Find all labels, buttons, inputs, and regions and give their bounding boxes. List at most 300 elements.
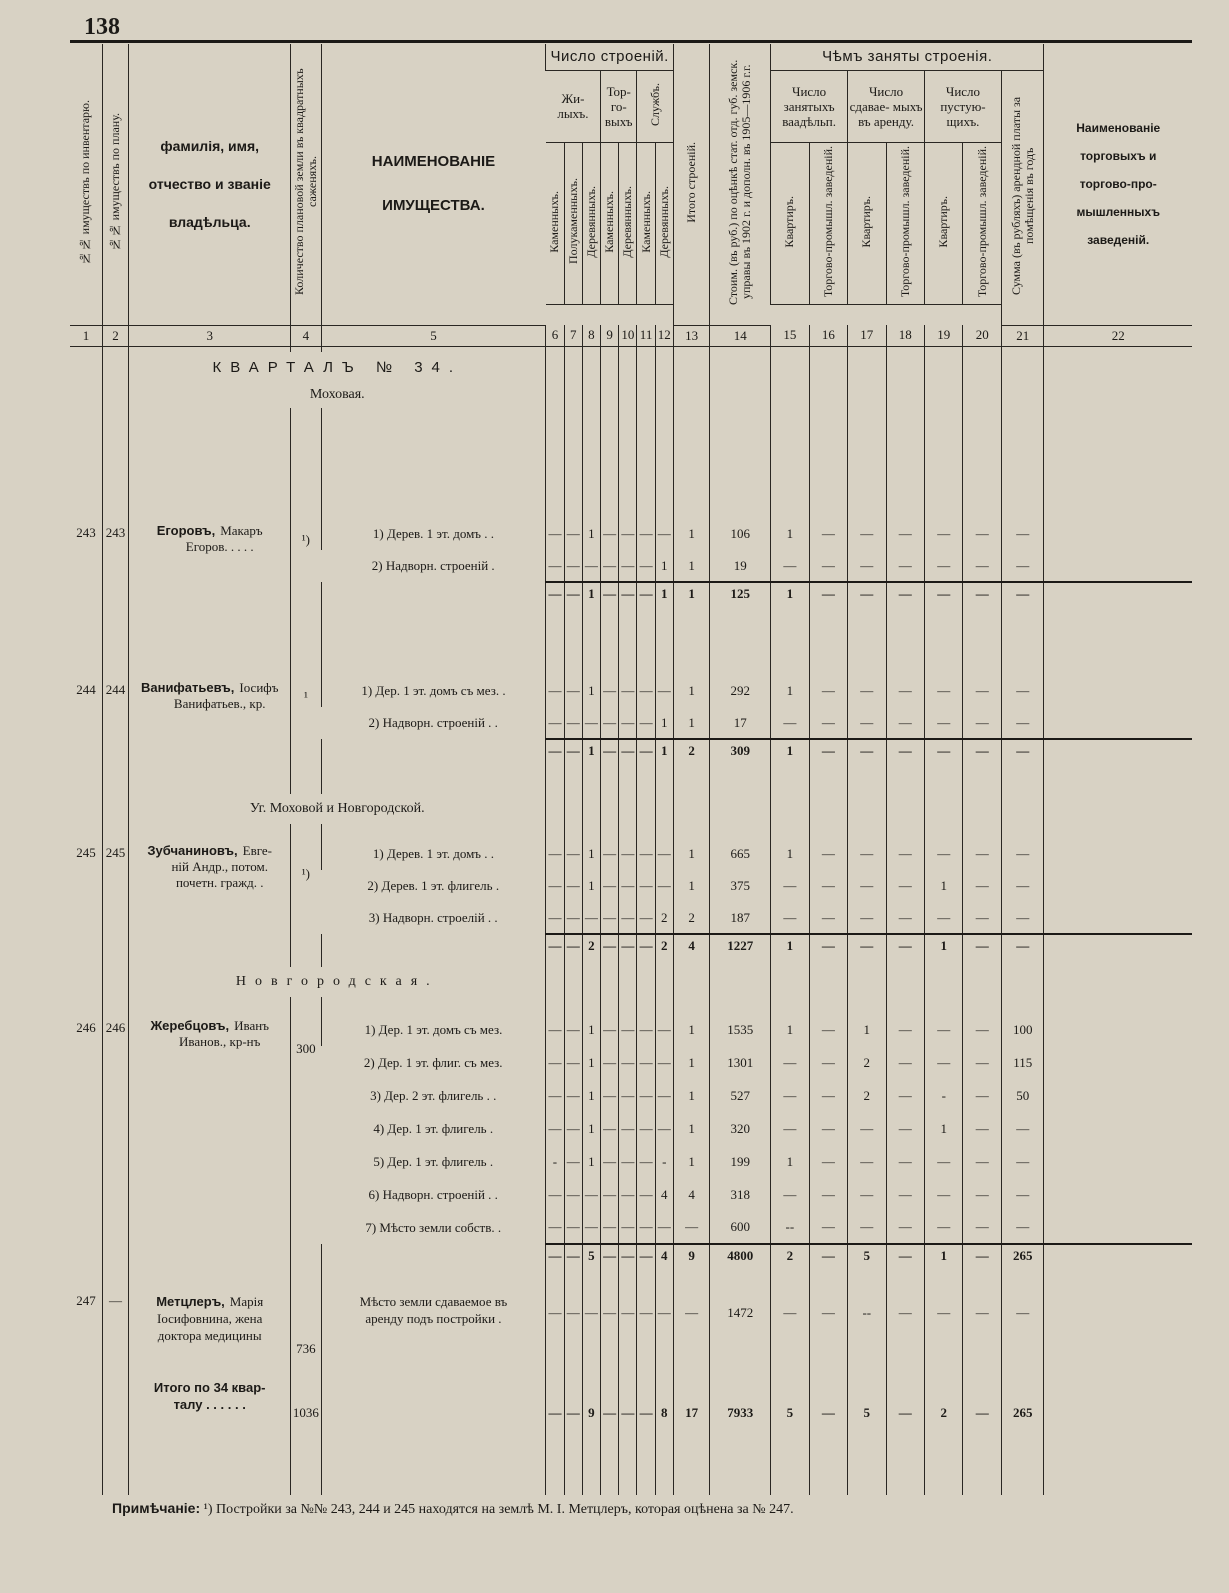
- spacer-row: [70, 824, 1192, 838]
- owner-given-name: Иванъ: [234, 1018, 269, 1033]
- cell-c12: —: [655, 1046, 673, 1079]
- cell-c16: —: [809, 870, 847, 902]
- cell-c11: —: [637, 1371, 655, 1421]
- cell-c10: —: [619, 518, 637, 550]
- trade-header: Тор- го- выхъ: [601, 70, 637, 143]
- col-total-buildings-header: Итого строеній.: [673, 44, 709, 325]
- plan-number: 245: [102, 838, 128, 934]
- quarter-total-label-line: Итого по 34 квар-: [153, 1380, 266, 1395]
- cell-c18: —: [886, 707, 924, 739]
- cell-c8: —: [582, 1211, 600, 1244]
- cell-c20: —: [963, 675, 1001, 707]
- property-row: [70, 1013, 1192, 1046]
- cell-c12: 2: [655, 934, 673, 957]
- cell-c15: —: [771, 1178, 809, 1211]
- cell-c21: 115: [1001, 1046, 1044, 1079]
- cell-c14: 527: [710, 1079, 771, 1112]
- land-area: 736: [291, 1293, 321, 1363]
- cell-c20: —: [963, 870, 1001, 902]
- cell-c12: —: [655, 675, 673, 707]
- cell-c10: —: [619, 582, 637, 605]
- spacer-row: [70, 957, 1192, 967]
- cell-c10: —: [619, 1112, 637, 1145]
- cell-c14: 1472: [710, 1293, 771, 1363]
- cell-c8: 1: [582, 675, 600, 707]
- cell-c21: —: [1001, 1178, 1044, 1211]
- cell-c18: —: [886, 1244, 924, 1267]
- cell-c11: —: [637, 707, 655, 739]
- cell-c8: 1: [582, 1013, 600, 1046]
- cell-c15: 1: [771, 1145, 809, 1178]
- cell-c9: —: [601, 707, 619, 739]
- property-name: 6) Надворн. строеній . .: [368, 1186, 498, 1202]
- cell-c11: —: [637, 1244, 655, 1267]
- cell-c13: 9: [673, 1244, 709, 1267]
- cell-c13: 1: [673, 707, 709, 739]
- cell-c14: 320: [710, 1112, 771, 1145]
- cell-c11: —: [637, 838, 655, 870]
- empty-header: Число пустую- щихъ.: [925, 70, 1002, 143]
- cell-c8: 9: [582, 1371, 600, 1421]
- cell-c15: 1: [771, 934, 809, 957]
- cell-c8: —: [582, 902, 600, 934]
- cell-c17: —: [848, 1112, 886, 1145]
- col-plan-number-header: №№ имуществъ по плану.: [102, 44, 128, 325]
- cell-c20: —: [963, 1079, 1001, 1112]
- cell-c6: —: [546, 902, 564, 934]
- cell-c12: 1: [655, 707, 673, 739]
- owner-detail: Егоров. . . . .: [185, 539, 254, 554]
- cell-c13: 2: [673, 739, 709, 762]
- cell-c16: —: [809, 1145, 847, 1178]
- col-property-header: НАИМЕНОВАНІЕ ИМУЩЕСТВА.: [321, 44, 546, 325]
- cell-c15: 1: [771, 675, 809, 707]
- cell-c13: —: [673, 1293, 709, 1363]
- spacer-row: [70, 1267, 1192, 1293]
- cell-c12: —: [655, 518, 673, 550]
- cell-c14: 375: [710, 870, 771, 902]
- cell-c18: —: [886, 1013, 924, 1046]
- property-name: 3) Надворн. строелій . .: [368, 910, 498, 925]
- cell-c15: —: [771, 550, 809, 582]
- residential-header: Жи- лыхъ.: [546, 70, 601, 143]
- cell-c15: —: [771, 1046, 809, 1079]
- cell-c13: 2: [673, 902, 709, 934]
- cell-c17: —: [848, 550, 886, 582]
- cell-c16: —: [809, 550, 847, 582]
- cell-c7: —: [564, 1046, 582, 1079]
- cell-c18: —: [886, 934, 924, 957]
- cell-c21: —: [1001, 902, 1044, 934]
- cell-c14: 1227: [710, 934, 771, 957]
- cell-c12: 4: [655, 1244, 673, 1267]
- street-novgorodskaya-text: Новгородская.: [235, 974, 439, 989]
- cell-c13: 1: [673, 518, 709, 550]
- cell-c7: —: [564, 1112, 582, 1145]
- cell-c16: —: [809, 934, 847, 957]
- c6-header: Каменныхъ.: [546, 143, 564, 305]
- cell-c18: —: [886, 675, 924, 707]
- cell-c7: —: [564, 1293, 582, 1363]
- cell-c11: —: [637, 1079, 655, 1112]
- property-name: 3) Дер. 2 эт. флигель . .: [370, 1087, 497, 1103]
- property-name: 2) Дерев. 1 эт. флигель .: [367, 878, 500, 893]
- cell-c7: —: [564, 838, 582, 870]
- cell-c21: —: [1001, 934, 1044, 957]
- cell-c14: 318: [710, 1178, 771, 1211]
- cell-c19: —: [925, 707, 963, 739]
- cell-c14: 7933: [710, 1371, 771, 1421]
- owner-total-row: [70, 582, 1192, 605]
- cell-c19: 1: [925, 934, 963, 957]
- owner-surname: Зубчаниновъ,: [147, 843, 238, 858]
- cell-c6: —: [546, 1244, 564, 1267]
- page-number: 138: [84, 14, 120, 40]
- cell-c6: —: [546, 1079, 564, 1112]
- cell-c17: —: [848, 1178, 886, 1211]
- cell-c19: —: [925, 1178, 963, 1211]
- cell-c10: —: [619, 838, 637, 870]
- cell-c13: 1: [673, 1145, 709, 1178]
- cell-c17: 5: [848, 1371, 886, 1421]
- owner-total-row: [70, 739, 1192, 762]
- cell-c10: —: [619, 1013, 637, 1046]
- cell-c7: —: [564, 870, 582, 902]
- cell-c15: 2: [771, 1244, 809, 1267]
- property-name: 1) Дерев. 1 эт. домъ . .: [321, 838, 546, 870]
- cell-c6: —: [546, 838, 564, 870]
- owner-cell: [129, 675, 291, 739]
- cell-c9: —: [601, 1079, 619, 1112]
- cell-c9: —: [601, 1145, 619, 1178]
- cell-c12: —: [655, 838, 673, 870]
- cell-c11: —: [637, 1178, 655, 1211]
- cell-c14: 292: [710, 675, 771, 707]
- cell-c9: —: [601, 1293, 619, 1363]
- cell-c12: 1: [655, 550, 673, 582]
- cell-c6: —: [546, 1371, 564, 1421]
- top-rule: [70, 40, 1192, 43]
- quarter-heading-text: КВАРТАЛЪ № 34.: [212, 358, 463, 376]
- quarter-total-area: 1036: [291, 1371, 321, 1421]
- cell-c15: —: [771, 1112, 809, 1145]
- cell-c15: —: [771, 870, 809, 902]
- cell-c20: —: [963, 1112, 1001, 1145]
- cell-c7: —: [564, 518, 582, 550]
- property-row: [70, 518, 1192, 550]
- cell-c21: —: [1001, 707, 1044, 739]
- cell-c20: —: [963, 1371, 1001, 1421]
- owner-detail: Іосифовнина, жена: [157, 1311, 263, 1326]
- cell-c18: —: [886, 1211, 924, 1244]
- property-name-line: аренду подъ постройки .: [365, 1311, 502, 1326]
- cell-c15: --: [771, 1211, 809, 1244]
- property-name: 2) Надворн. строеній . .: [368, 715, 498, 730]
- cell-c11: —: [637, 1013, 655, 1046]
- spacer-row: [70, 1363, 1192, 1371]
- cell-c21: —: [1001, 838, 1044, 870]
- cell-c18: —: [886, 870, 924, 902]
- col-trade-names-header: Наименованіе торговыхъ и торгово-про- мышленныхъ заведеній.: [1044, 44, 1192, 325]
- property-name: 1) Дер. 1 эт. домъ съ мез.: [321, 1013, 546, 1046]
- cell-c7: —: [564, 739, 582, 762]
- cell-c19: —: [925, 902, 963, 934]
- occupied-by-header: Чѣмъ заняты строенія.: [771, 44, 1044, 70]
- quarter-total-label-line: талу . . . . . .: [173, 1397, 246, 1412]
- owner-surname: Ванифатьевъ,: [140, 680, 235, 695]
- property-name: 5) Дер. 1 эт. флигель .: [373, 1153, 494, 1169]
- cell-c19: —: [925, 518, 963, 550]
- column-number-row: 1 2 3 4 5 6 7 8 9 10 11 12 13 14 15 16 17 18 19 20 21 22: [70, 325, 1192, 346]
- cell-c18: —: [886, 518, 924, 550]
- cell-c11: —: [637, 1112, 655, 1145]
- cell-c7: —: [564, 1013, 582, 1046]
- inventory-number: 245: [76, 845, 96, 860]
- owner-surname: Жеребцовъ,: [150, 1018, 230, 1033]
- cell-c20: —: [963, 1178, 1001, 1211]
- cell-c11: —: [637, 1145, 655, 1178]
- spacer-row: [70, 408, 1192, 518]
- cell-c16: —: [809, 1244, 847, 1267]
- cell-c6: —: [546, 518, 564, 550]
- cell-c21: 265: [1001, 1371, 1044, 1421]
- inventory-number: 243: [76, 525, 96, 540]
- cell-c9: —: [601, 675, 619, 707]
- cell-c13: 1: [673, 1046, 709, 1079]
- property-row: [70, 838, 1192, 870]
- cell-c21: 100: [1001, 1013, 1044, 1046]
- c18-header: Торгово-промышл. заведеній.: [886, 143, 924, 305]
- cell-c15: —: [771, 707, 809, 739]
- cell-c16: —: [809, 1112, 847, 1145]
- cell-c7: —: [564, 582, 582, 605]
- cell-c21: —: [1001, 1112, 1044, 1145]
- cell-c9: —: [601, 902, 619, 934]
- cell-c10: —: [619, 934, 637, 957]
- cell-c16: —: [809, 518, 847, 550]
- cell-c19: 1: [925, 1112, 963, 1145]
- property-name-line: Мѣсто земли сдаваемое въ: [359, 1294, 508, 1309]
- cell-c14: 19: [710, 550, 771, 582]
- owner-cell: [129, 1013, 291, 1244]
- cell-c21: —: [1001, 582, 1044, 605]
- cell-c6: —: [546, 1211, 564, 1244]
- cell-c10: —: [619, 1079, 637, 1112]
- cell-c21: —: [1001, 550, 1044, 582]
- street-mokhovaya: [70, 382, 1192, 408]
- cell-c19: —: [925, 550, 963, 582]
- cell-c8: —: [582, 550, 600, 582]
- cell-c19: —: [925, 1145, 963, 1178]
- property-row: [70, 675, 1192, 707]
- cell-c11: —: [637, 1293, 655, 1363]
- property-name: 2) Надворн. строеній .: [371, 558, 495, 573]
- cell-c21: 50: [1001, 1079, 1044, 1112]
- cell-c7: —: [564, 707, 582, 739]
- cell-c13: 1: [673, 838, 709, 870]
- cell-c21: —: [1001, 675, 1044, 707]
- spacer-row: [70, 997, 1192, 1013]
- cell-c9: —: [601, 518, 619, 550]
- cell-c10: —: [619, 902, 637, 934]
- cell-c19: 2: [925, 1371, 963, 1421]
- street-corner: [70, 794, 1192, 824]
- cell-c10: —: [619, 1244, 637, 1267]
- cell-c17: —: [848, 1211, 886, 1244]
- cell-c14: 17: [710, 707, 771, 739]
- cell-c20: —: [963, 1145, 1001, 1178]
- cell-c8: 1: [582, 518, 600, 550]
- cell-c10: —: [619, 1371, 637, 1421]
- cell-c15: —: [771, 902, 809, 934]
- cell-c15: —: [771, 1293, 809, 1363]
- cell-c7: —: [564, 675, 582, 707]
- cell-c8: 1: [582, 838, 600, 870]
- cell-c20: —: [963, 707, 1001, 739]
- cell-c12: -: [655, 1145, 673, 1178]
- cell-c19: —: [925, 1211, 963, 1244]
- cell-c9: —: [601, 1211, 619, 1244]
- cell-c6: —: [546, 934, 564, 957]
- cell-c9: —: [601, 739, 619, 762]
- owner-total-row: [70, 934, 1192, 957]
- cell-c14: 125: [710, 582, 771, 605]
- cell-c20: —: [963, 1013, 1001, 1046]
- owner-detail: почетн. гражд. .: [175, 875, 264, 890]
- cell-c21: —: [1001, 518, 1044, 550]
- owner-given-name: Марія: [229, 1294, 264, 1309]
- land-area: ¹): [291, 838, 321, 934]
- owner-detail: Иванов., кр-нъ: [179, 1034, 261, 1049]
- cell-c20: —: [963, 518, 1001, 550]
- cell-c15: —: [771, 1079, 809, 1112]
- cell-c13: 4: [673, 934, 709, 957]
- cell-c7: —: [564, 1211, 582, 1244]
- cell-c11: —: [637, 934, 655, 957]
- cell-c14: 4800: [710, 1244, 771, 1267]
- cell-c6: -: [546, 1145, 564, 1178]
- cell-c12: —: [655, 870, 673, 902]
- cell-c7: —: [564, 1079, 582, 1112]
- cell-c8: 1: [582, 1112, 600, 1145]
- col-rent-sum-header: Сумма (въ рубляхъ) арендной платы за помѣщенія въ годъ: [1001, 70, 1044, 325]
- cell-c8: 1: [582, 1079, 600, 1112]
- cell-c11: —: [637, 518, 655, 550]
- cell-c21: —: [1001, 739, 1044, 762]
- cell-c20: —: [963, 934, 1001, 957]
- cell-c7: —: [564, 1244, 582, 1267]
- cell-c8: 1: [582, 1145, 600, 1178]
- c17-header: Квартиръ.: [848, 143, 886, 305]
- footnote-label: Примѣчаніе:: [112, 1500, 201, 1516]
- cell-c9: —: [601, 934, 619, 957]
- cell-c7: —: [564, 1178, 582, 1211]
- bottom-spacer: [70, 1421, 1192, 1495]
- cell-c13: 4: [673, 1178, 709, 1211]
- cell-c16: —: [809, 582, 847, 605]
- cell-c6: —: [546, 550, 564, 582]
- cell-c17: —: [848, 707, 886, 739]
- cell-c18: —: [886, 1079, 924, 1112]
- cell-c11: —: [637, 675, 655, 707]
- c7-header: Полукаменныхъ.: [564, 143, 582, 305]
- owner-total-row: [70, 1244, 1192, 1267]
- cell-c18: —: [886, 902, 924, 934]
- c16-header: Торгово-промышл. заведеній.: [809, 143, 847, 305]
- cell-c14: 309: [710, 739, 771, 762]
- owner-cell: [129, 1293, 291, 1363]
- cell-c19: -: [925, 1079, 963, 1112]
- cell-c16: —: [809, 1178, 847, 1211]
- cell-c8: 1: [582, 582, 600, 605]
- street-corner-text: Уг. Моховой и Новгородской.: [249, 801, 425, 816]
- cell-c19: —: [925, 838, 963, 870]
- cell-c17: —: [848, 902, 886, 934]
- cell-c9: —: [601, 1371, 619, 1421]
- cell-c10: —: [619, 675, 637, 707]
- cell-c12: 1: [655, 739, 673, 762]
- quarter-total-row: [70, 1371, 1192, 1421]
- footnote-text: ¹) Постройки за №№ 243, 244 и 245 находятся на землѣ М. І. Метцлеръ, которая оцѣнена за № 247.: [203, 1502, 794, 1517]
- quarter-heading: [70, 352, 1192, 382]
- cell-c19: —: [925, 1013, 963, 1046]
- cell-c18: —: [886, 838, 924, 870]
- cell-c18: —: [886, 1046, 924, 1079]
- property-name: [321, 1293, 546, 1363]
- cell-c20: —: [963, 739, 1001, 762]
- footnote: [112, 1500, 794, 1518]
- cell-c6: —: [546, 870, 564, 902]
- cell-c17: —: [848, 739, 886, 762]
- cell-c14: 1301: [710, 1046, 771, 1079]
- owner-surname: Егоровъ,: [156, 523, 216, 538]
- cell-c18: —: [886, 1145, 924, 1178]
- cell-c16: —: [809, 675, 847, 707]
- cell-c6: —: [546, 675, 564, 707]
- cell-c9: —: [601, 1178, 619, 1211]
- cell-c9: —: [601, 582, 619, 605]
- cell-c19: 1: [925, 1244, 963, 1267]
- owner-cell: [129, 838, 291, 934]
- street-novgorodskaya: [70, 967, 1192, 997]
- property-name: 1) Дер. 1 эт. домъ съ мез. .: [321, 675, 546, 707]
- plan-number: 243: [102, 518, 128, 582]
- street-mokhovaya-text: Моховая.: [309, 387, 365, 402]
- cell-c18: —: [886, 1293, 924, 1363]
- owner-given-name: Макаръ: [220, 523, 263, 538]
- cell-c18: —: [886, 582, 924, 605]
- cell-c17: 2: [848, 1079, 886, 1112]
- cell-c20: —: [963, 550, 1001, 582]
- cell-c17: —: [848, 518, 886, 550]
- cell-c15: 1: [771, 1013, 809, 1046]
- c12-header: Деревянныхъ.: [655, 143, 673, 305]
- cell-c14: 187: [710, 902, 771, 934]
- cell-c8: 2: [582, 934, 600, 957]
- cell-c12: 8: [655, 1371, 673, 1421]
- c19-header: Квартиръ.: [925, 143, 963, 305]
- cell-c8: 1: [582, 870, 600, 902]
- cell-c6: —: [546, 707, 564, 739]
- cell-c11: —: [637, 870, 655, 902]
- owner-surname: Метцлеръ,: [156, 1294, 225, 1309]
- cell-c12: —: [655, 1293, 673, 1363]
- cell-c19: —: [925, 582, 963, 605]
- cell-c10: —: [619, 707, 637, 739]
- cell-c13: 1: [673, 582, 709, 605]
- cell-c11: —: [637, 1046, 655, 1079]
- cell-c13: 1: [673, 870, 709, 902]
